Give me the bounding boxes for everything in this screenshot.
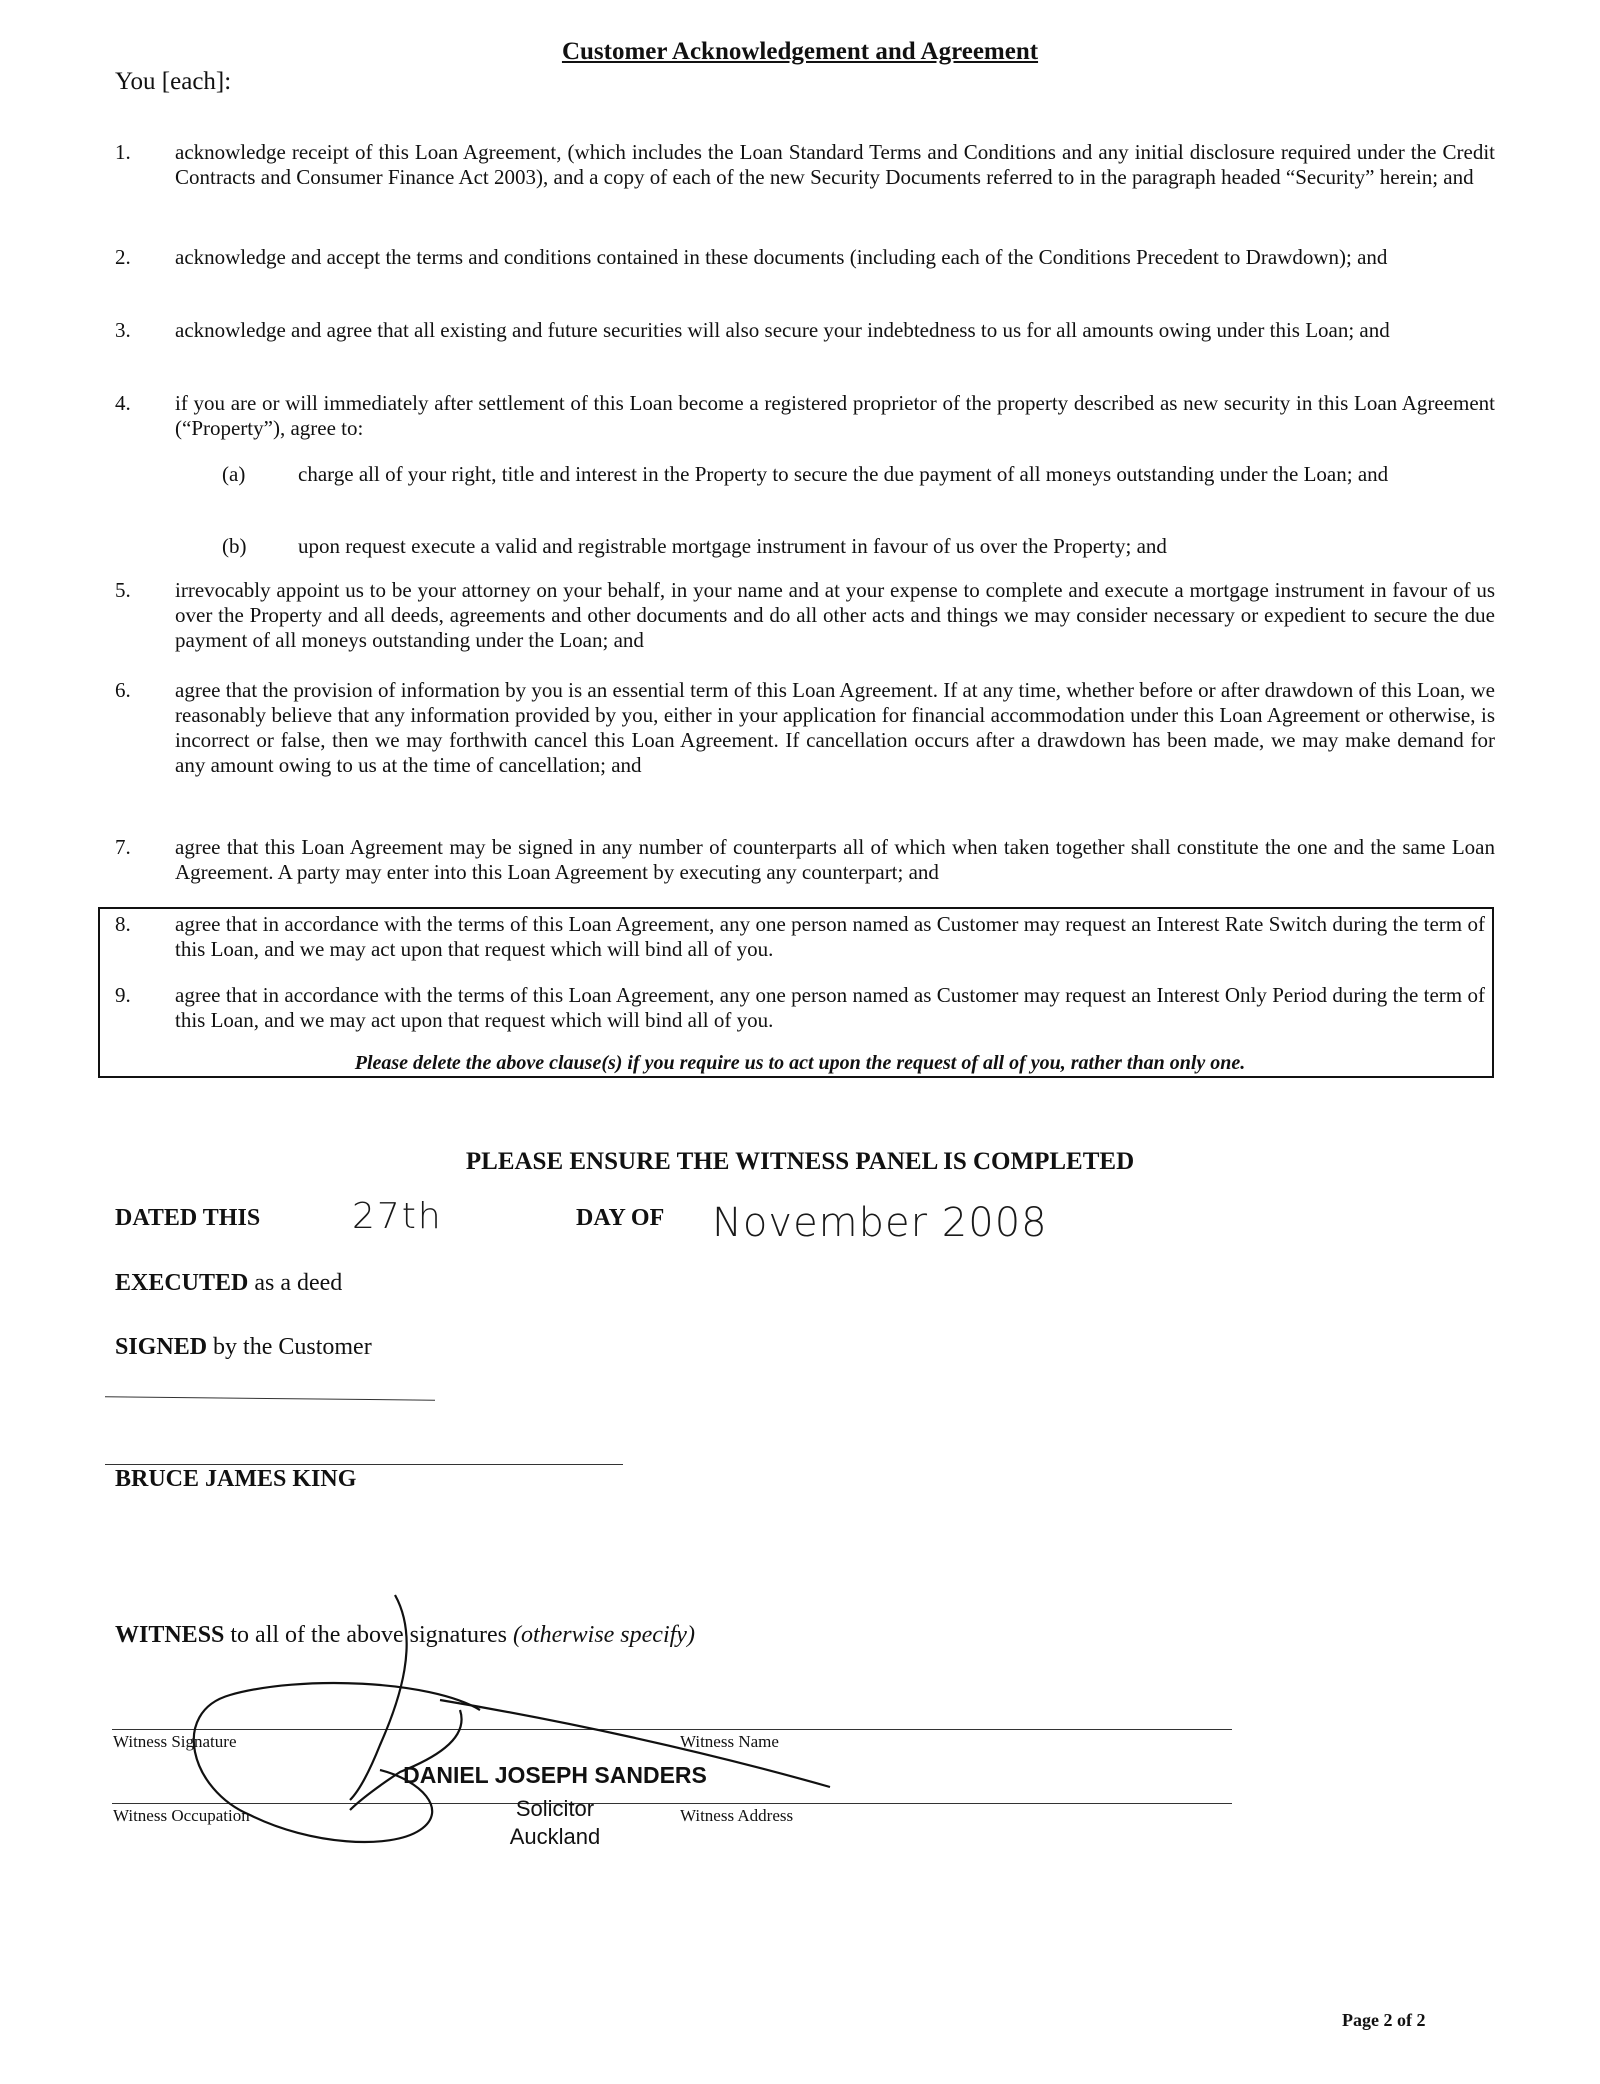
signed-rest: by the Customer bbox=[207, 1334, 372, 1360]
clause-text: acknowledge and accept the terms and conditions contained in these documents (including each of the Conditions Precedent to Drawdown); and bbox=[175, 245, 1388, 269]
witness-signature-line bbox=[112, 1729, 1232, 1730]
executed-rest: as a deed bbox=[248, 1270, 343, 1296]
clause-number: 9. bbox=[115, 983, 131, 1007]
page-number: Page 2 of 2 bbox=[1342, 2010, 1426, 2030]
dated-this-label: DATED THIS bbox=[115, 1205, 261, 1231]
clause-number: 8. bbox=[115, 912, 131, 936]
clause-number: (a) bbox=[222, 462, 246, 486]
clause-text: acknowledge receipt of this Loan Agreement, (which includes the Loan Standard Terms and Conditions and any initial disclosure required under the Credit Contracts and Consumer Finance Act 2003), and a copy of each of the new Security Documents referred to in the paragraph headed “Security” herein; and bbox=[175, 140, 1495, 189]
handwritten-day: 27th bbox=[352, 1196, 443, 1237]
clause-number: 5. bbox=[115, 578, 131, 602]
stamp-occupation: Solicitor bbox=[515, 1796, 595, 1821]
witness-bold: WITNESS bbox=[115, 1622, 225, 1648]
day-of-label: DAY OF bbox=[576, 1205, 665, 1231]
witness-occupation-line bbox=[112, 1803, 1232, 1804]
customer-signature-line bbox=[105, 1396, 435, 1400]
executed-as-deed bbox=[115, 1270, 342, 1297]
stamp-city: Auckland bbox=[509, 1824, 601, 1849]
clause-number: 4. bbox=[115, 391, 131, 415]
clause-text: agree that in accordance with the terms of this Loan Agreement, any one person named as Customer may request an Interest Rate Switch during the term of this Loan, and we may act upon that request which will bind all of you. bbox=[175, 912, 1485, 961]
witness-statement bbox=[115, 1622, 695, 1649]
customer-name-line bbox=[105, 1464, 623, 1465]
intro-text: You [each]: bbox=[115, 68, 232, 95]
clause-number: 2. bbox=[115, 245, 131, 269]
witness-address-label: Witness Address bbox=[680, 1806, 794, 1825]
clause-text: if you are or will immediately after settlement of this Loan become a registered proprietor of the property described as new security in this Loan Agreement (“Property”), agree to: bbox=[175, 391, 1495, 440]
signature-stroke bbox=[350, 1710, 462, 1810]
witness-panel-heading: PLEASE ENSURE THE WITNESS PANEL IS COMPLETED bbox=[465, 1148, 1135, 1175]
clause-number: 7. bbox=[115, 835, 131, 859]
witness-name-label: Witness Name bbox=[680, 1732, 779, 1751]
executed-bold: EXECUTED bbox=[115, 1270, 249, 1296]
clause-number: (b) bbox=[222, 534, 247, 558]
clause-number: 6. bbox=[115, 678, 131, 702]
signed-by-customer bbox=[115, 1334, 372, 1361]
box-note: Please delete the above clause(s) if you require us to act upon the request of all of you, rather than only one. bbox=[354, 1052, 1246, 1074]
clause-text: agree that the provision of information by you is an essential term of this Loan Agreement. If at any time, whether before or after drawdown of this Loan, we reasonably believe that any information provided by you, either in your application for financial accommodation under this Loan Agreement or otherwise, is incorrect or false, then we may forthwith cancel this Loan Agreement. If cancellation occurs after a drawdown has been made, we may make demand for any amount owing to us at the time of cancellation; and bbox=[175, 678, 1495, 777]
customer-name: BRUCE JAMES KING bbox=[115, 1466, 357, 1492]
clause-number: 3. bbox=[115, 318, 131, 342]
stamp-name: DANIEL JOSEPH SANDERS bbox=[403, 1762, 707, 1788]
clause-text: irrevocably appoint us to be your attorney on your behalf, in your name and at your expense to complete and execute a mortgage instrument in favour of us over the Property and all deeds, agreements and other documents and do all other acts and things we may consider necessary or expedient to secure the due payment of all moneys outstanding under the Loan; and bbox=[175, 578, 1495, 652]
witness-occupation-label: Witness Occupation bbox=[113, 1806, 250, 1825]
clause-text: charge all of your right, title and interest in the Property to secure the due payment of all moneys outstanding under the Loan; and bbox=[298, 462, 1389, 486]
clause-number: 1. bbox=[115, 140, 131, 164]
signed-bold: SIGNED bbox=[115, 1334, 208, 1360]
witness-mid: to all of the above signatures bbox=[224, 1622, 513, 1648]
clause-text: acknowledge and agree that all existing and future securities will also secure your indebtedness to us for all amounts owing under this Loan; and bbox=[175, 318, 1390, 342]
handwritten-month-year: November 2008 bbox=[712, 1200, 1048, 1246]
clause-text: agree that this Loan Agreement may be signed in any number of counterparts all of which when taken together shall constitute the one and the same Loan Agreement. A party may enter into this Loan Agreement by executing any counterpart; and bbox=[175, 835, 1495, 884]
clause-text: upon request execute a valid and registrable mortgage instrument in favour of us over the Property; and bbox=[298, 534, 1167, 558]
document-title: Customer Acknowledgement and Agreement bbox=[561, 38, 1039, 65]
witness-italic: (otherwise specify) bbox=[512, 1622, 695, 1648]
clause-text: agree that in accordance with the terms of this Loan Agreement, any one person named as Customer may request an Interest Only Period during the term of this Loan, and we may act upon that request which will bind all of you. bbox=[175, 983, 1485, 1032]
witness-signature-label: Witness Signature bbox=[113, 1732, 237, 1751]
